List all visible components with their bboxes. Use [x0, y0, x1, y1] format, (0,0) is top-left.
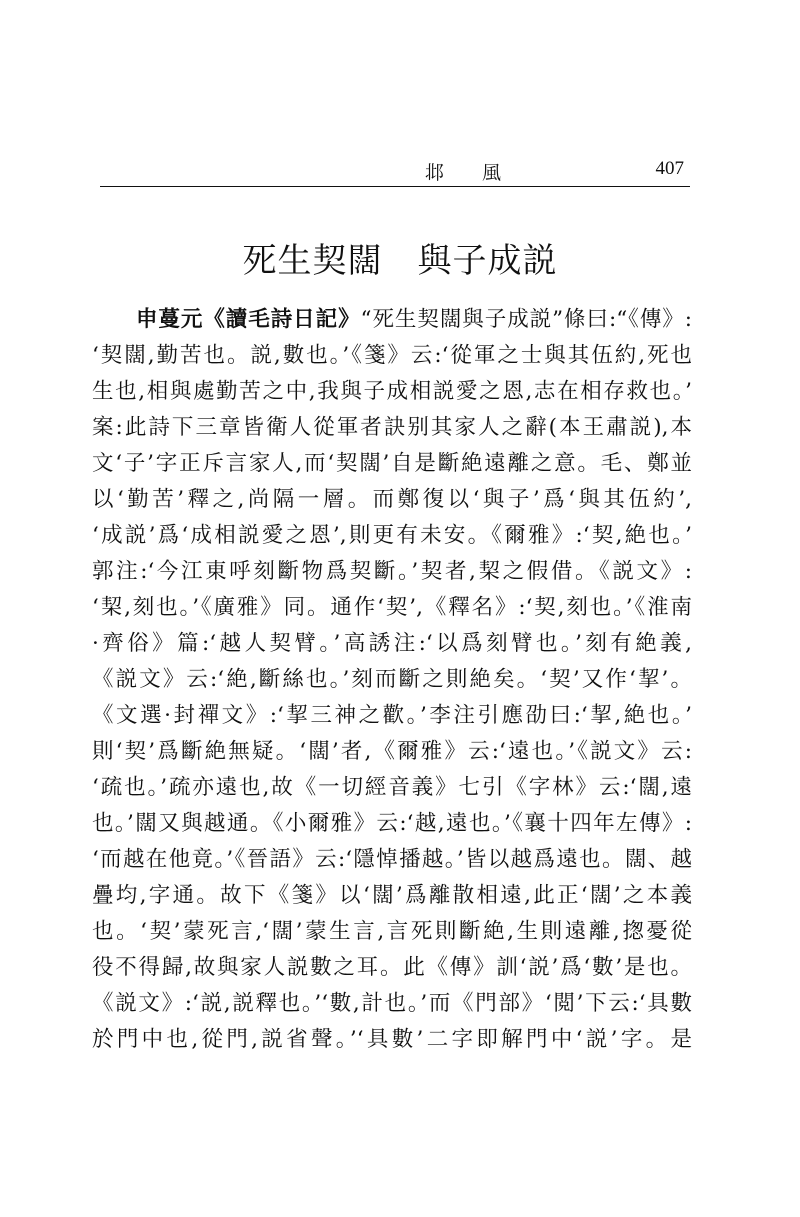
text-line: 也。‘契’蒙死言,‘闊’蒙生言,言死則斷絶,生則遠離,揔憂從 [92, 919, 692, 944]
running-header [100, 150, 690, 186]
text-line: ‘契闊,勤苦也。説,數也。’《箋》云:‘從軍之士與其伍約,死也 [92, 343, 692, 368]
body-text [92, 302, 692, 1058]
text-line: ‘而越在他竟。’《晉語》云:‘隱悼播越。’皆以越爲遠也。闊、越 [92, 847, 692, 872]
cited-work: 申蔓元《讀毛詩日記》 [136, 307, 361, 332]
text-line: 文‘子’字正斥言家人,而‘契闊’自是斷絶遠離之意。毛、鄭並 [92, 451, 692, 476]
text-line [92, 302, 692, 338]
section-name-char-2: 風 [482, 162, 502, 184]
text-line: ·齊俗》篇:‘越人契臂。’高誘注:‘以爲刻臂也。’刻有絶義, [92, 631, 692, 656]
text-line-content: “死生契闊與子成説”條曰:“《傳》: [360, 307, 692, 332]
text-line: ‘栔,刻也。’《廣雅》同。通作‘契’,《釋名》:‘契,刻也。’《淮南 [92, 595, 692, 620]
section-name-char-1: 邶 [425, 162, 445, 184]
text-line: 《説文》云:‘絶,斷絲也。’刻而斷之則絶矣。‘契’又作‘挈’。 [92, 667, 692, 692]
text-line: ‘成説’爲‘成相説愛之恩’,則更有未安。《爾雅》:‘契,絶也。’ [92, 523, 692, 548]
text-line: ‘疏也。’疏亦遠也,故《一切經音義》七引《字林》云:‘闊,遠 [92, 775, 692, 800]
header-rule [100, 186, 690, 187]
text-line: 以‘勤苦’釋之,尚隔一層。而鄭復以‘與子’爲‘與其伍約’, [92, 487, 692, 512]
text-line: 《説文》:‘説,説釋也。’‘數,計也。’而《門部》‘閲’下云:‘具數 [92, 991, 692, 1016]
text-line: 也。’闊又與越通。《小爾雅》云:‘越,遠也。’《襄十四年左傳》: [92, 811, 692, 836]
text-line: 則‘契’爲斷絶無疑。‘闊’者,《爾雅》云:‘遠也。’《説文》云: [92, 739, 692, 764]
text-line: 生也,相與處勤苦之中,我與子成相説愛之恩,志在相存救也。’ [92, 379, 692, 404]
text-line: 役不得歸,故與家人説數之耳。此《傳》訓‘説’爲‘數’是也。 [92, 955, 692, 980]
page-number: 407 [655, 158, 684, 179]
essay-title: 死生契闊 與子成説 [242, 241, 558, 281]
section-name [425, 158, 501, 185]
text-line: 疊均,字通。故下《箋》以‘闊’爲離散相遠,此正‘闊’之本義 [92, 883, 692, 908]
text-line: 《文選·封禪文》:‘挈三神之歡。’李注引應劭曰:‘挈,絶也。’ [92, 703, 692, 728]
text-line: 案:此詩下三章皆衛人從軍者訣别其家人之辭(本王肅説),本 [92, 415, 692, 440]
text-line: 於門中也,從門,説省聲。’‘具數’二字即解門中‘説’字。是 [92, 1027, 692, 1052]
text-line: 郭注:‘今江東呼刻斷物爲契斷。’契者,栔之假借。《説文》: [92, 559, 692, 584]
